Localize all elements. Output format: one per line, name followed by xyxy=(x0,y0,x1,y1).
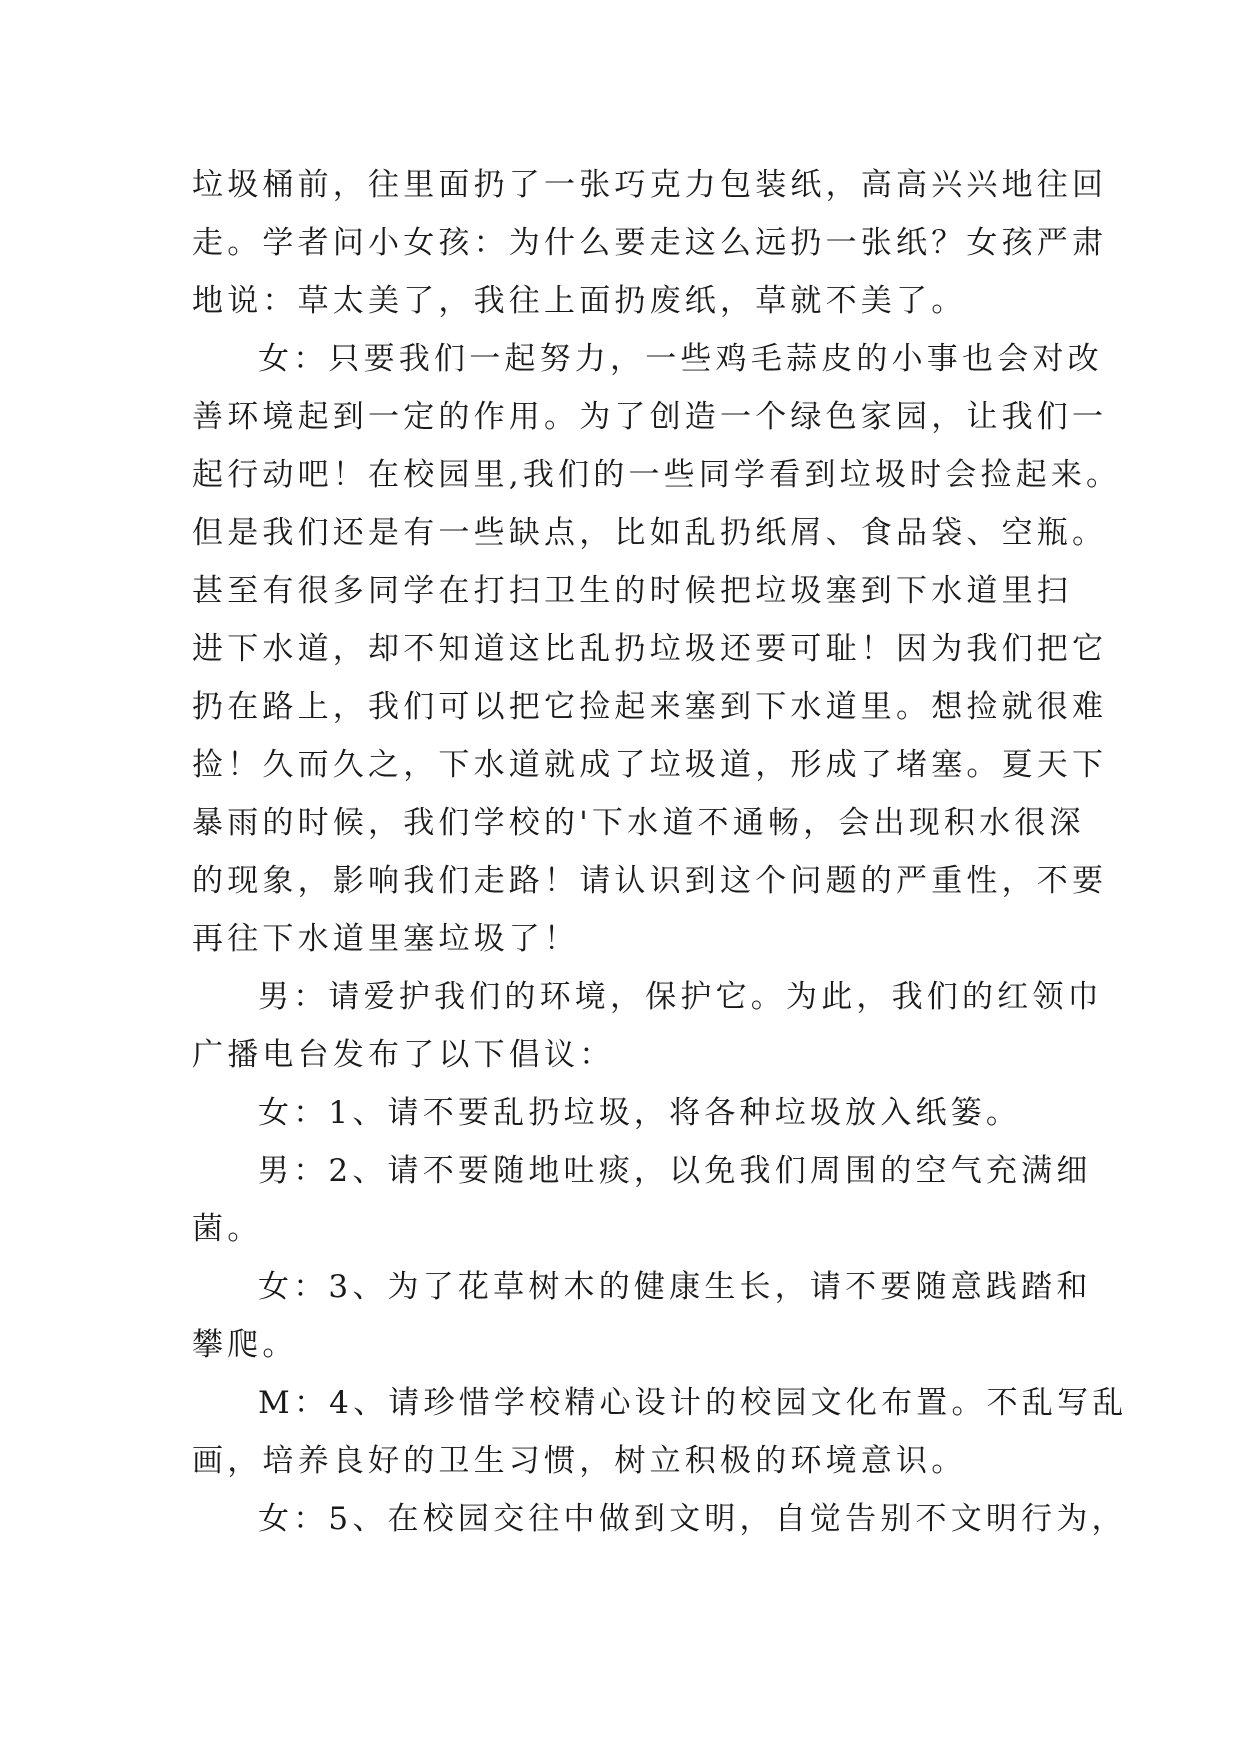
text-line: 画，培养良好的卫生习惯，树立积极的环境意识。 xyxy=(192,1443,967,1479)
text-line: 的现象，影响我们走路！请认识到这个问题的严重性，不要 xyxy=(192,863,1108,899)
text-line: 菌。 xyxy=(192,1211,263,1247)
text-line: 进下水道，却不知道这比乱扔垃圾还要可耻！因为我们把它 xyxy=(192,631,1108,667)
paragraph-8 xyxy=(192,1490,1127,1548)
text-line: 攀爬。 xyxy=(192,1327,298,1363)
paragraph-2 xyxy=(192,330,1122,968)
text-line: 男：2、请不要随地吐痰，以免我们周围的空气充满细 xyxy=(258,1153,1092,1189)
text-line: 女：1、请不要乱扔垃圾，将各种垃圾放入纸篓。 xyxy=(258,1095,1022,1131)
text-line: 甚至有很多同学在打扫卫生的时候把垃圾塞到下水道里扫 xyxy=(192,573,1072,609)
text-line: M：4、请珍惜学校精心设计的校园文化布置。不乱写乱 xyxy=(258,1385,1128,1421)
paragraph-3 xyxy=(192,968,1103,1084)
text-line: 走。学者问小女孩：为什么要走这么远扔一张纸？女孩严肃 xyxy=(192,225,1108,261)
text-line: 暴雨的时候，我们学校的'下水道不通畅，会出现积水很深 xyxy=(192,805,1085,841)
text-line: 垃圾桶前，往里面扔了一张巧克力包装纸，高高兴兴地往回 xyxy=(192,167,1108,203)
text-line: 扔在路上，我们可以把它捡起来塞到下水道里。想捡就很难 xyxy=(192,689,1108,725)
paragraph-7 xyxy=(192,1374,1128,1490)
text-line: 起行动吧！在校园里,我们的一些同学看到垃圾时会捡起来。 xyxy=(192,457,1122,493)
text-line: 广播电台发布了以下倡议： xyxy=(192,1037,615,1073)
text-line: 但是我们还是有一些缺点，比如乱扔纸屑、食品袋、空瓶。 xyxy=(192,515,1108,551)
paragraph-6 xyxy=(192,1258,1092,1374)
text-line: 地说：草太美了，我往上面扔废纸，草就不美了。 xyxy=(192,283,967,319)
text-line: 捡！久而久之，下水道就成了垃圾道，形成了堵塞。夏天下 xyxy=(192,747,1108,783)
document-page xyxy=(192,156,1128,1548)
text-line: 女：3、为了花草树木的健康生长，请不要随意践踏和 xyxy=(258,1269,1092,1305)
text-line: 善环境起到一定的作用。为了创造一个绿色家园，让我们一 xyxy=(192,399,1108,435)
text-line: 男：请爱护我们的环境，保护它。为此，我们的红领巾 xyxy=(258,979,1103,1015)
text-line: 女：只要我们一起努力，一些鸡毛蒜皮的小事也会对改 xyxy=(258,341,1103,377)
text-line: 女：5、在校园交往中做到文明，自觉告别不文明行为， xyxy=(258,1501,1127,1537)
paragraph-4 xyxy=(192,1084,1062,1142)
paragraph-5 xyxy=(192,1142,1092,1258)
text-line: 再往下水道里塞垃圾了！ xyxy=(192,921,580,957)
paragraph-1 xyxy=(192,156,1108,330)
